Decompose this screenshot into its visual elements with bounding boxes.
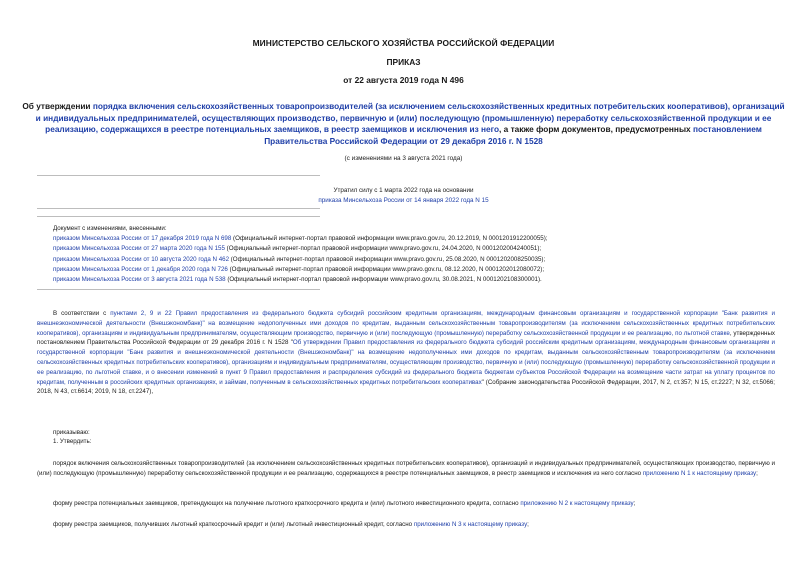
order-word: приказываю:	[53, 429, 90, 436]
changes-note: (с изменениями на 3 августа 2021 года)	[344, 155, 463, 162]
item-text: форму реестра потенциальных заемщиков, претендующих на получение льготного краткосрочного кредита и (или) льготного инвестиционного кредита, согласно	[53, 500, 521, 507]
amendment-item	[53, 275, 548, 285]
appendix-1-link[interactable]: приложению N 1 к настоящему приказу	[642, 469, 757, 477]
amendment-item	[53, 234, 548, 244]
void-notice-text: Утратил силу с 1 марта 2022 года на основании	[333, 187, 474, 194]
amendment-item	[53, 255, 548, 265]
void-notice	[0, 186, 807, 205]
divider	[37, 208, 320, 209]
item-end: ;	[527, 521, 529, 528]
item-end: ;	[756, 469, 758, 477]
amendment-source: (Официальный интернет-портал правовой информации www.pravo.gov.ru, 30.08.2021, N 0001202108300001).	[225, 276, 542, 284]
title-link-resolution[interactable]: постановлением Правительства Российской Федерации от 29 декабря 2016 г. N 1528	[264, 124, 762, 146]
amendment-link[interactable]: приказом Минсельхоза России от 1 декабря 2020 года N 726	[53, 265, 228, 273]
preamble-text: В соответствии с	[53, 310, 111, 317]
amendment-link[interactable]: приказом Минсельхоза России от 3 августа 2021 года N 538	[53, 276, 226, 284]
preamble-text: " (Собрание законодательства Российской Федерации, 2017, N 2, ст.357; N 15, ст.2227; N 32, ст.5066; 2018, N 43, ст.6614; 2019, N 18, ст.2247),	[37, 378, 776, 396]
title-link-procedure[interactable]: порядка включения сельскохозяйственных товаропроизводителей (за исключением сельскохозяйственных кредитных потребительских кооперативов), организаций и индивидуальных предпринимателей, осуществляющих производство, первичную и (или) последующую (промышленную) переработку сельскохозяйственной продукции и ее реализацию, содержащихся в реестре потенциальных заемщиков, в реестр заемщиков и исключения из него	[35, 101, 785, 135]
amendment-link[interactable]: приказом Минсельхоза России от 17 декабря 2019 года N 698	[53, 235, 232, 243]
preamble-link-rules[interactable]: пунктами 2, 9 и 22 Правил предоставления из федерального бюджета субсидий российским кредитным организациям, международным финансовым организациям и государственной корпорации "Банк развития и внешнеэкономической деятельности (Внешэкономбанк)" на возмещение недополученных ими доходов по кредитам, выданным сельскохозяйственным товаропроизводителям (за исключением сельскохозяйственных кредитных потребительских кооперативов), организациям и индивидуальным предпринимателям, осуществляющим производство, первичную и (или) последующую (промышленную) переработку сельскохозяйственной продукции и ее реализацию, по льготной ставке	[37, 310, 775, 337]
amendment-source: (Официальный интернет-портал правовой информации www.pravo.gov.ru, 08.12.2020, N 0001202012080072);	[227, 265, 545, 273]
title-middle: , а также форм документов, предусмотренных	[499, 124, 693, 135]
appendix-3-link[interactable]: приложению N 3 к настоящему приказу	[413, 521, 528, 528]
appendix-2-link[interactable]: приложению N 2 к настоящему приказу	[520, 500, 634, 507]
item-potential-register	[37, 499, 775, 509]
approve-heading: 1. Утвердить:	[53, 438, 92, 445]
amendments-heading: Документ с изменениями, внесенными:	[53, 225, 167, 232]
preamble-link-resolution[interactable]: Об утверждении Правил предоставления из федерального бюджета субсидий российским кредитным организациям, международным финансовым организациям и государственной корпорации "Банк развития и внешнеэкономической деятельности (Внешэкономбанк)" на возмещение недополученных ими доходов по кредитам, выданным сельскохозяйственным товаропроизводителям (за исключением сельскохозяйственных кредитных потребительских кооперативов), организациям и индивидуальным предпринимателям, осуществляющим производство, первичную и (или) последующую (промышленную) переработку сельскохозяйственной продукции и ее реализацию, по льготной ставке, и о внесении изменений в пункт 9 Правил предоставления и распределения субсидий из федерального бюджета бюджетам субъектов Российской Федерации на возмещение части затрат на уплату процентов по кредитам, полученным в российских кредитных организациях, и займам, полученным в сельскохозяйственных кредитных потребительских кооперативах	[37, 339, 776, 386]
document-type: ПРИКАЗ	[386, 57, 421, 67]
amendment-source: (Официальный интернет-портал правовой информации www.pravo.gov.ru, 25.08.2020, N 0001202008250035);	[229, 255, 546, 263]
amendment-source: (Официальный интернет-портал правовой информации www.pravo.gov.ru, 20.12.2019, N 0001201912200055);	[231, 235, 548, 243]
title-prefix: Об утверждении	[22, 101, 93, 111]
amendment-source: (Официальный интернет-портал правовой информации www.pravo.gov.ru, 24.04.2020, N 0001202004240051);	[224, 245, 542, 253]
void-notice-link[interactable]: приказа Минсельхоза России от 14 января 2022 года N 15	[318, 196, 489, 204]
divider	[37, 175, 320, 176]
ministry-heading: МИНИСТЕРСТВО СЕЛЬСКОГО ХОЗЯЙСТВА РОССИЙСКОЙ ФЕДЕРАЦИИ	[252, 38, 555, 48]
amendment-item	[53, 244, 548, 254]
preamble-text: , утвержденных постановлением Правительства Российской Федерации от 29 декабря 2016 г. N 1528 "	[37, 329, 775, 347]
preamble	[37, 309, 775, 397]
divider	[37, 216, 320, 217]
document-title	[20, 101, 787, 147]
item-procedure	[37, 459, 775, 479]
item-end: ;	[633, 500, 636, 507]
item-text: порядок включения сельскохозяйственных товаропроизводителей (за исключением сельскохозяйственных кредитных потребительских кооперативов), организаций и индивидуальных предпринимателей, осуществляющих производство, первичную и (или) последующую (промышленную) переработку сельскохозяйственной продукции и ее реализацию, содержащихся в реестре потенциальных заемщиков, в реестр заемщиков и исключения из него согласно	[37, 460, 775, 477]
amendment-item	[53, 265, 548, 275]
amendment-link[interactable]: приказом Минсельхоза России от 27 марта 2020 года N 155	[53, 245, 225, 253]
divider	[37, 289, 320, 290]
item-borrowers-register	[37, 520, 775, 530]
document-date-number: от 22 августа 2019 года N 496	[343, 75, 464, 85]
amendments-list	[53, 224, 548, 285]
amendment-link[interactable]: приказом Минсельхоза России от 10 августа 2020 года N 462	[53, 255, 230, 263]
item-text: форму реестра заемщиков, получивших льготный краткосрочный кредит и (или) льготный инвестиционный кредит, согласно	[53, 521, 414, 528]
